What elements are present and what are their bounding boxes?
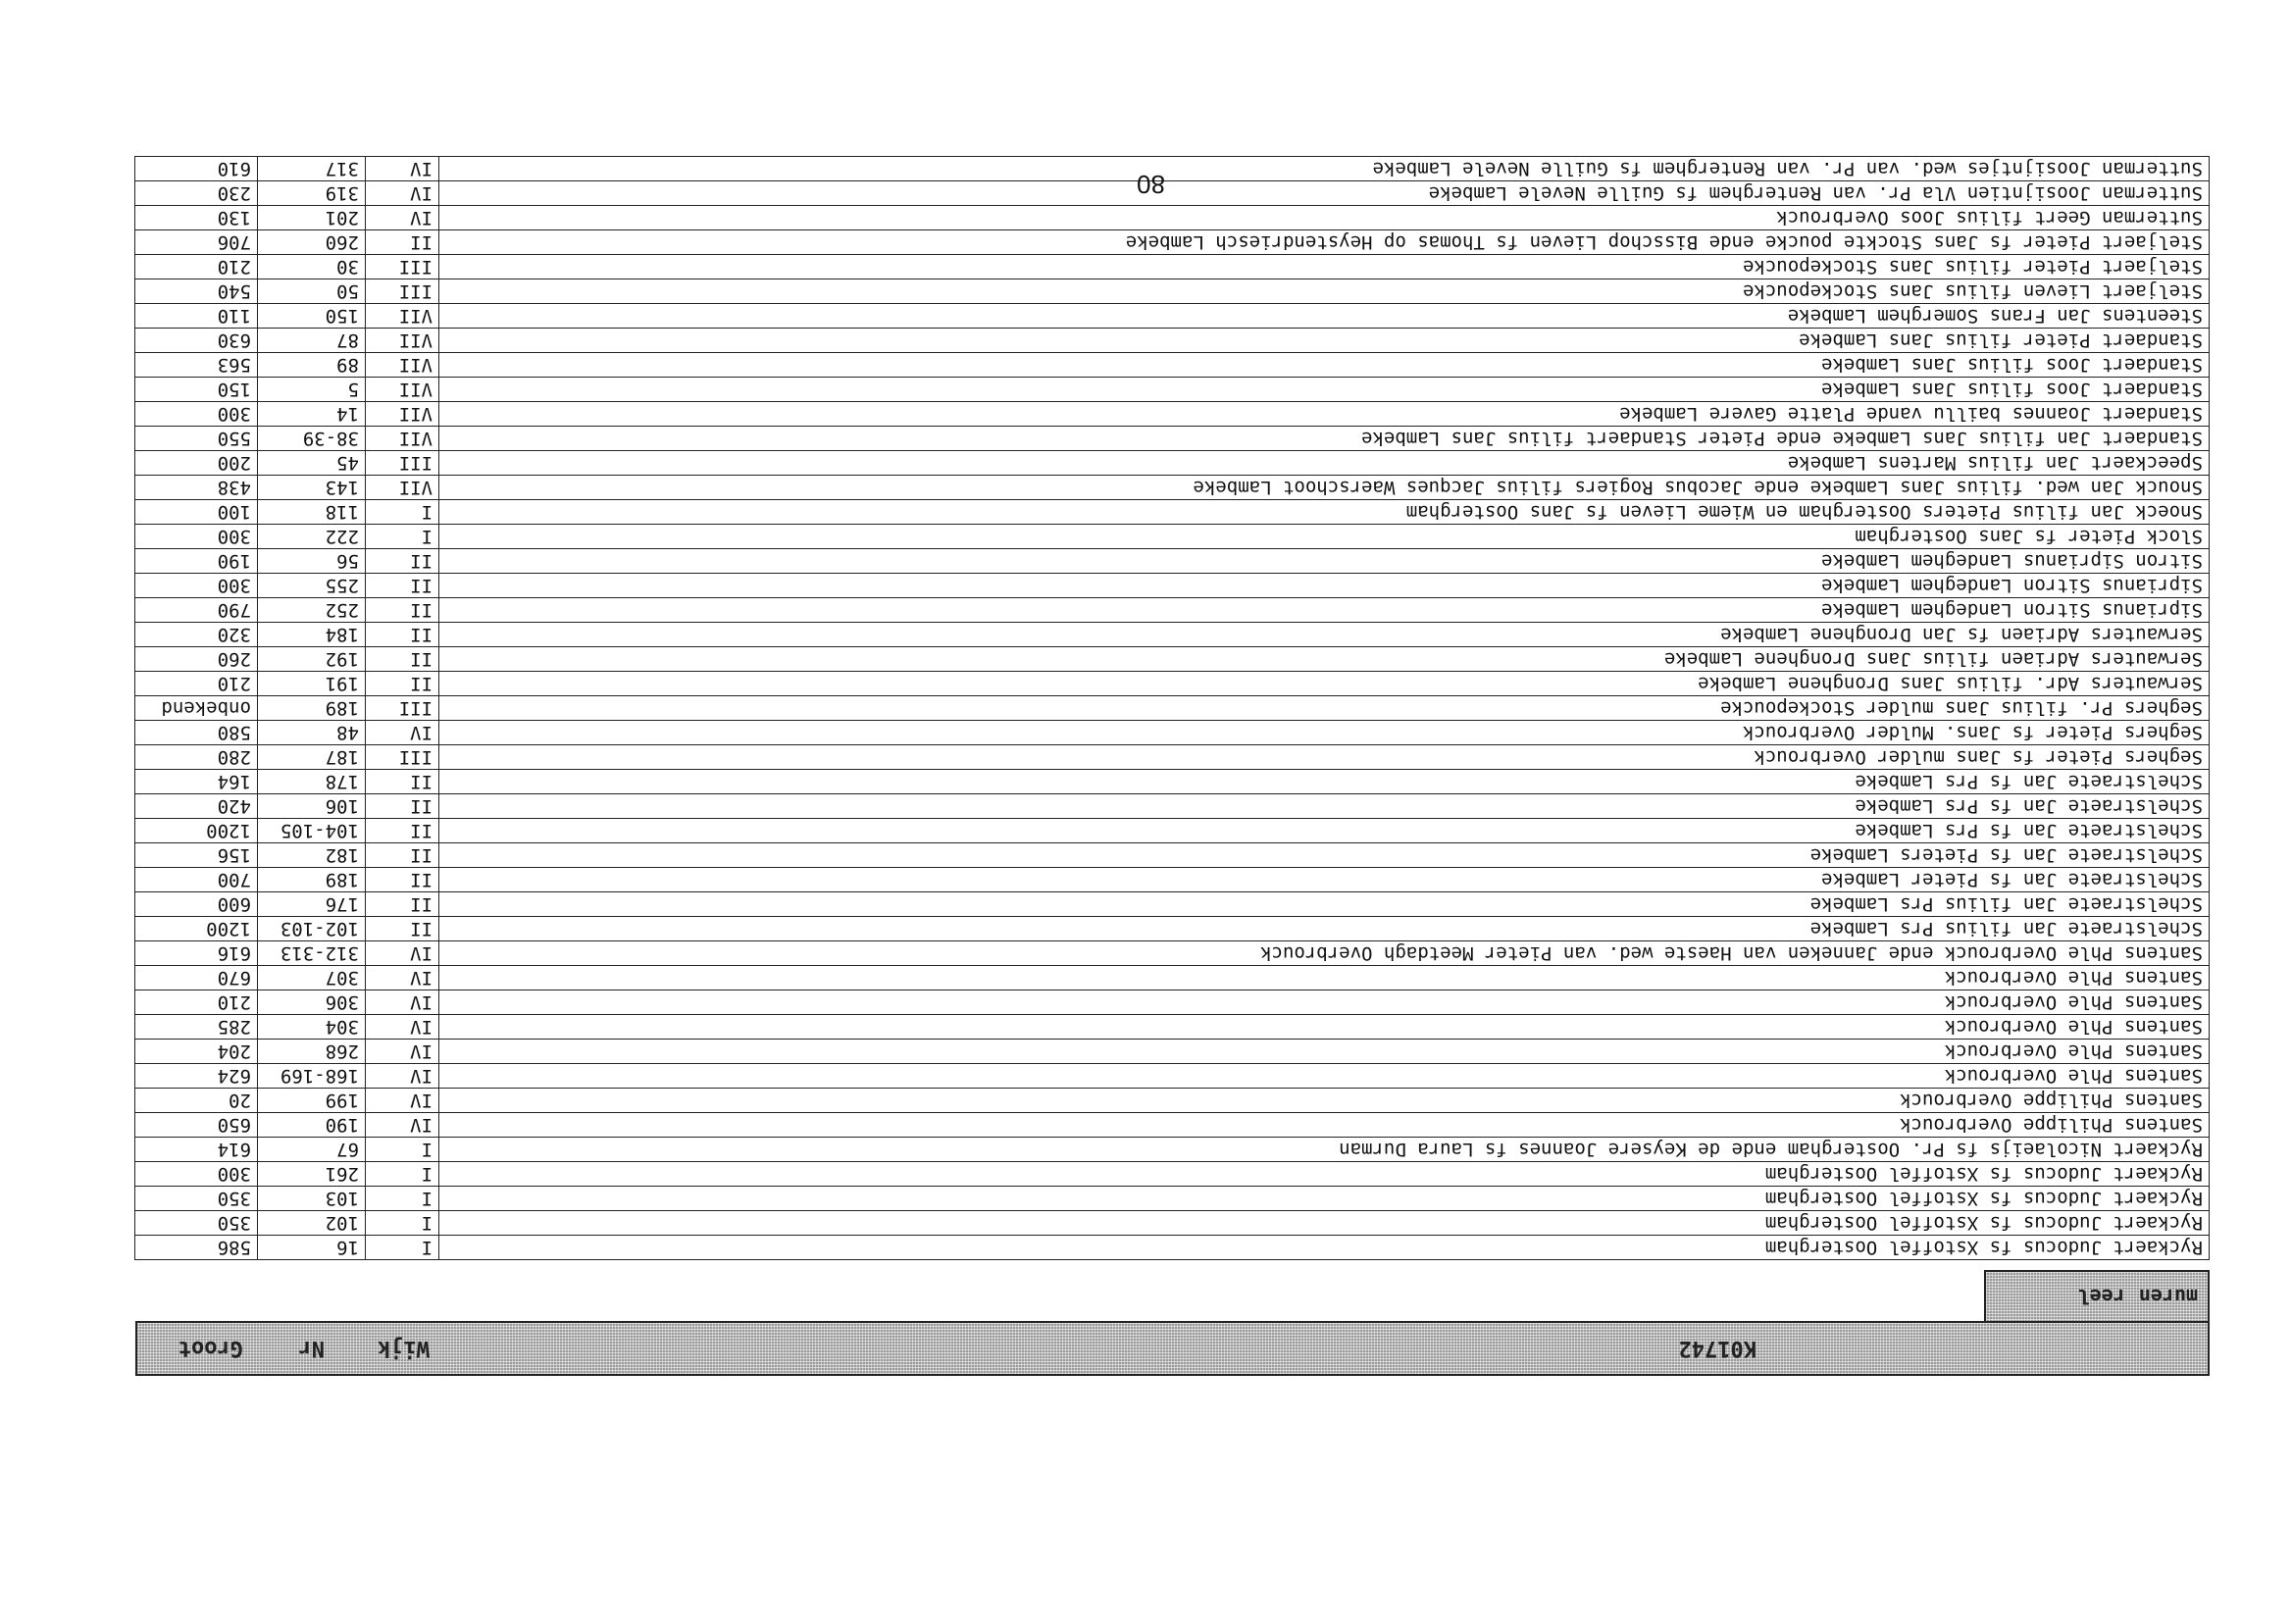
table-row [135, 304, 2210, 329]
table-row [135, 378, 2210, 402]
cell-number: 319 [258, 181, 366, 206]
table-row [135, 794, 2210, 819]
cell-number: 252 [258, 598, 366, 623]
cell-number: 184 [258, 623, 366, 647]
cell-name: Steljaert Pieter filius Jans Stockepoucke [439, 255, 2210, 279]
cell-number: 176 [258, 892, 366, 917]
cell-name: Steentens Jan Frans Somerghem Lambeke [439, 304, 2210, 329]
cell-number: 102 [258, 1211, 366, 1236]
header-groot: Groot [178, 1336, 243, 1361]
cell-name: Standaert Pieter filius Jans Lambeke [439, 329, 2210, 353]
cell-number: 268 [258, 1040, 366, 1064]
header-sub-left: muren [2138, 1285, 2198, 1308]
table-row [135, 917, 2210, 941]
cell-size: 164 [135, 770, 258, 794]
cell-section: III [366, 279, 439, 304]
cell-name: Schelstraete Jan fs Pieter Lambeke [439, 868, 2210, 892]
cell-section: VII [366, 402, 439, 427]
cell-name: Santens Phle Overbrouck [439, 1064, 2210, 1089]
table-row [135, 329, 2210, 353]
table-row [135, 157, 2210, 181]
cell-number: 143 [258, 476, 366, 500]
cell-number: 56 [258, 549, 366, 574]
cell-section: IV [366, 990, 439, 1015]
cell-number: 48 [258, 721, 366, 745]
cell-section: II [366, 892, 439, 917]
cell-size: 300 [135, 525, 258, 549]
table-row [135, 181, 2210, 206]
cell-number: 168-169 [258, 1064, 366, 1089]
cell-name: Santens Philippe Overbrouck [439, 1089, 2210, 1113]
cell-number: 189 [258, 696, 366, 721]
cell-name: Ryckaert Judocus fs Xstoffel Oostergham [439, 1162, 2210, 1187]
content-area [135, 156, 2210, 1376]
cell-section: IV [366, 1015, 439, 1040]
table-row [135, 427, 2210, 451]
cell-name: Serwauters Adriaen fs Jan Dronghene Lambeke [439, 623, 2210, 647]
table-row [135, 255, 2210, 279]
cell-section: II [366, 230, 439, 255]
header-nr: Nr [298, 1336, 325, 1361]
cell-size: 210 [135, 255, 258, 279]
table-row [135, 476, 2210, 500]
cell-number: 16 [258, 1236, 366, 1260]
table-row [135, 402, 2210, 427]
cell-number: 30 [258, 255, 366, 279]
cell-name: Sitron Siprianus Landeghem Lambeke [439, 549, 2210, 574]
cell-name: Ryckaert Judocus fs Xstoffel Oostergham [439, 1187, 2210, 1211]
table-row [135, 745, 2210, 770]
table-row [135, 696, 2210, 721]
cell-name: Steljaert Pieter fs Jans Stockte poucke ende Bisschop Lieven fs Thomas op Heystendriesch Lambeke [439, 230, 2210, 255]
cell-name: Ryckaert Nicolaeijs fs Pr. Oostergham ende de Keysere Joannes fs Laura Durman [439, 1138, 2210, 1162]
cell-name: Ryckaert Judocus fs Xstoffel Oostergham [439, 1211, 2210, 1236]
cell-name: Steljaert Lieven filius Jans Stockepoucke [439, 279, 2210, 304]
cell-name: Speeckaert Jan filius Martens Lambeke [439, 451, 2210, 476]
table-row [135, 1089, 2210, 1113]
cell-size: 110 [135, 304, 258, 329]
cell-section: II [366, 794, 439, 819]
cell-number: 187 [258, 745, 366, 770]
cell-section: VII [366, 304, 439, 329]
records-table [134, 156, 2210, 1260]
cell-section: I [366, 1211, 439, 1236]
cell-size: 610 [135, 157, 258, 181]
table-row [135, 549, 2210, 574]
cell-number: 102-103 [258, 917, 366, 941]
cell-section: I [366, 1187, 439, 1211]
cell-size: 700 [135, 868, 258, 892]
table-row [135, 574, 2210, 598]
table-row [135, 230, 2210, 255]
cell-size: 210 [135, 672, 258, 696]
cell-name: Santens Phle Overbrouck ende Janneken van Haeste wed. van Pieter Meetdagh Overbrouck [439, 941, 2210, 966]
cell-number: 106 [258, 794, 366, 819]
table-row [135, 451, 2210, 476]
cell-name: Ryckaert Judocus fs Xstoffel Oostergham [439, 1236, 2210, 1260]
cell-size: 630 [135, 329, 258, 353]
page-number: 80 [1137, 170, 1165, 199]
cell-size: 550 [135, 427, 258, 451]
cell-size: 350 [135, 1187, 258, 1211]
cell-name: Snouck Jan wed. filius Jans Lambeke ende Jacobus Rogiers filius Jacques Waerschoot Lambeke [439, 476, 2210, 500]
table-row [135, 353, 2210, 378]
table-row [135, 843, 2210, 868]
cell-size: 280 [135, 745, 258, 770]
cell-size: 320 [135, 623, 258, 647]
cell-size: 130 [135, 206, 258, 230]
table-row [135, 1113, 2210, 1138]
cell-number: 201 [258, 206, 366, 230]
cell-section: IV [366, 1064, 439, 1089]
cell-number: 104-105 [258, 819, 366, 843]
cell-number: 182 [258, 843, 366, 868]
cell-number: 38-39 [258, 427, 366, 451]
cell-number: 306 [258, 990, 366, 1015]
cell-size: 300 [135, 402, 258, 427]
cell-size: 586 [135, 1236, 258, 1260]
cell-section: II [366, 574, 439, 598]
cell-size: 230 [135, 181, 258, 206]
cell-name: Seghers Pieter fs Jans mulder Overbrouck [439, 745, 2210, 770]
cell-name: Seghers Pr. filius Jans mulder Stockepoucke [439, 696, 2210, 721]
cell-number: 150 [258, 304, 366, 329]
cell-number: 45 [258, 451, 366, 476]
cell-number: 260 [258, 230, 366, 255]
cell-section: II [366, 672, 439, 696]
cell-size: 420 [135, 794, 258, 819]
cell-size: 200 [135, 451, 258, 476]
cell-name: Schelstraete Jan filius Prs Lambeke [439, 892, 2210, 917]
cell-number: 14 [258, 402, 366, 427]
cell-number: 304 [258, 1015, 366, 1040]
cell-name: Santens Philippe Overbrouck [439, 1113, 2210, 1138]
cell-section: II [366, 917, 439, 941]
cell-number: 317 [258, 157, 366, 181]
table-row [135, 966, 2210, 990]
cell-section: II [366, 549, 439, 574]
cell-section: II [366, 770, 439, 794]
cell-size: 20 [135, 1089, 258, 1113]
table-row [135, 647, 2210, 672]
table-row [135, 868, 2210, 892]
cell-section: VII [366, 476, 439, 500]
cell-name: Standaert Jan filius Jans Lambeke ende Pieter Standaert filius Jans Lambeke [439, 427, 2210, 451]
cell-section: VII [366, 427, 439, 451]
table-row [135, 1015, 2210, 1040]
table-row [135, 525, 2210, 549]
cell-number: 222 [258, 525, 366, 549]
cell-size: 563 [135, 353, 258, 378]
cell-section: IV [366, 181, 439, 206]
cell-size: 190 [135, 549, 258, 574]
cell-size: 706 [135, 230, 258, 255]
cell-section: III [366, 745, 439, 770]
cell-number: 312-313 [258, 941, 366, 966]
cell-name: Santens Phle Overbrouck [439, 990, 2210, 1015]
table-row [135, 990, 2210, 1015]
cell-size: 670 [135, 966, 258, 990]
cell-section: II [366, 819, 439, 843]
table-row [135, 623, 2210, 647]
cell-section: VII [366, 353, 439, 378]
cell-section: IV [366, 157, 439, 181]
cell-name: Schelstraete Jan fs Prs Lambeke [439, 794, 2210, 819]
cell-section: I [366, 1236, 439, 1260]
cell-name: Schelstraete Jan fs Pieters Lambeke [439, 843, 2210, 868]
cell-size: 156 [135, 843, 258, 868]
cell-number: 191 [258, 672, 366, 696]
cell-section: III [366, 696, 439, 721]
cell-section: I [366, 500, 439, 525]
records-body [135, 157, 2210, 1260]
cell-section: III [366, 451, 439, 476]
cell-name: Schelstraete Jan fs Prs Lambeke [439, 770, 2210, 794]
cell-section: III [366, 255, 439, 279]
cell-name: Siprianus Sitron Landeghem Lambeke [439, 574, 2210, 598]
cell-number: 255 [258, 574, 366, 598]
cell-name: Standaert Joos filius Jans Lambeke [439, 378, 2210, 402]
cell-name: Schelstraete Jan fs Prs Lambeke [439, 819, 2210, 843]
cell-section: I [366, 525, 439, 549]
cell-name: Sutterman Geert filius Joos Overbrouck [439, 206, 2210, 230]
cell-section: II [366, 598, 439, 623]
table-row [135, 500, 2210, 525]
cell-name: Siprianus Sitron Landeghem Lambeke [439, 598, 2210, 623]
cell-number: 178 [258, 770, 366, 794]
cell-section: IV [366, 941, 439, 966]
cell-section: VII [366, 378, 439, 402]
cell-size: 300 [135, 1162, 258, 1187]
cell-size: 204 [135, 1040, 258, 1064]
cell-number: 89 [258, 353, 366, 378]
cell-section: IV [366, 206, 439, 230]
cell-section: IV [366, 721, 439, 745]
cell-number: 118 [258, 500, 366, 525]
cell-name: Slock Pieter fs Jans Oostergham [439, 525, 2210, 549]
cell-name: Standaert Joannes baillu vande Platte Gavere Lambeke [439, 402, 2210, 427]
cell-section: VII [366, 329, 439, 353]
cell-size: 438 [135, 476, 258, 500]
cell-size: 210 [135, 990, 258, 1015]
cell-name: Snoeck Jan filius Pieters Oostergham en Wieme Lieven fs Jans Oostergham [439, 500, 2210, 525]
cell-number: 67 [258, 1138, 366, 1162]
cell-size: 100 [135, 500, 258, 525]
cell-name: Serwauters Adr. filius Jans Dronghene Lambeke [439, 672, 2210, 696]
cell-number: 190 [258, 1113, 366, 1138]
cell-size: 614 [135, 1138, 258, 1162]
cell-section: I [366, 1162, 439, 1187]
cell-number: 87 [258, 329, 366, 353]
table-row [135, 598, 2210, 623]
table-row [135, 1211, 2210, 1236]
table-row [135, 1040, 2210, 1064]
table-row [135, 941, 2210, 966]
cell-size: 350 [135, 1211, 258, 1236]
header-wijk: Wijk [378, 1336, 430, 1361]
table-row [135, 1162, 2210, 1187]
cell-number: 103 [258, 1187, 366, 1211]
cell-size: 540 [135, 279, 258, 304]
cell-section: IV [366, 966, 439, 990]
cell-name: Santens Phle Overbrouck [439, 1015, 2210, 1040]
cell-number: 192 [258, 647, 366, 672]
cell-name: Sutterman Joosijntjes wed. van Pr. van Renterghem fs Guille Nevele Lambeke [439, 157, 2210, 181]
table-row [135, 770, 2210, 794]
cell-size: 300 [135, 574, 258, 598]
table-row [135, 206, 2210, 230]
table-row [135, 1138, 2210, 1162]
cell-number: 307 [258, 966, 366, 990]
cell-name: Serwauters Adriaen filius Jans Dronghene Lambeke [439, 647, 2210, 672]
cell-section: II [366, 647, 439, 672]
table-row [135, 1236, 2210, 1260]
cell-section: IV [366, 1040, 439, 1064]
table-row [135, 1064, 2210, 1089]
table-row [135, 1187, 2210, 1211]
cell-size: 1200 [135, 917, 258, 941]
cell-section: II [366, 623, 439, 647]
cell-name: Standaert Joos filius Jans Lambeke [439, 353, 2210, 378]
cell-name: Seghers Pieter fs Jans. Mulder Overbrouck [439, 721, 2210, 745]
header-sub-right: reel [2077, 1285, 2125, 1308]
cell-number: 5 [258, 378, 366, 402]
cell-size: onbekend [135, 696, 258, 721]
cell-number: 261 [258, 1162, 366, 1187]
cell-section: IV [366, 1089, 439, 1113]
cell-number: 199 [258, 1089, 366, 1113]
cell-section: II [366, 843, 439, 868]
cell-number: 189 [258, 868, 366, 892]
cell-size: 580 [135, 721, 258, 745]
cell-number: 50 [258, 279, 366, 304]
cell-name: Sutterman Joosijntien Vla Pr. van Renterghem fs Guille Nevele Lambeke [439, 181, 2210, 206]
cell-size: 150 [135, 378, 258, 402]
cell-section: I [366, 1138, 439, 1162]
header-code: K01742 [1678, 1336, 1756, 1361]
table-row [135, 721, 2210, 745]
cell-size: 260 [135, 647, 258, 672]
header-band [135, 1321, 2210, 1376]
cell-section: IV [366, 1113, 439, 1138]
cell-name: Santens Phle Overbrouck [439, 1040, 2210, 1064]
cell-name: Schelstraete Jan filius Prs Lambeke [439, 917, 2210, 941]
cell-size: 790 [135, 598, 258, 623]
cell-size: 285 [135, 1015, 258, 1040]
cell-name: Santens Phle Overbrouck [439, 966, 2210, 990]
cell-size: 600 [135, 892, 258, 917]
cell-size: 650 [135, 1113, 258, 1138]
table-row [135, 819, 2210, 843]
cell-size: 616 [135, 941, 258, 966]
table-row [135, 672, 2210, 696]
cell-section: II [366, 868, 439, 892]
header-subband [1984, 1270, 2210, 1321]
cell-size: 624 [135, 1064, 258, 1089]
cell-size: 1200 [135, 819, 258, 843]
table-row [135, 279, 2210, 304]
table-row [135, 892, 2210, 917]
